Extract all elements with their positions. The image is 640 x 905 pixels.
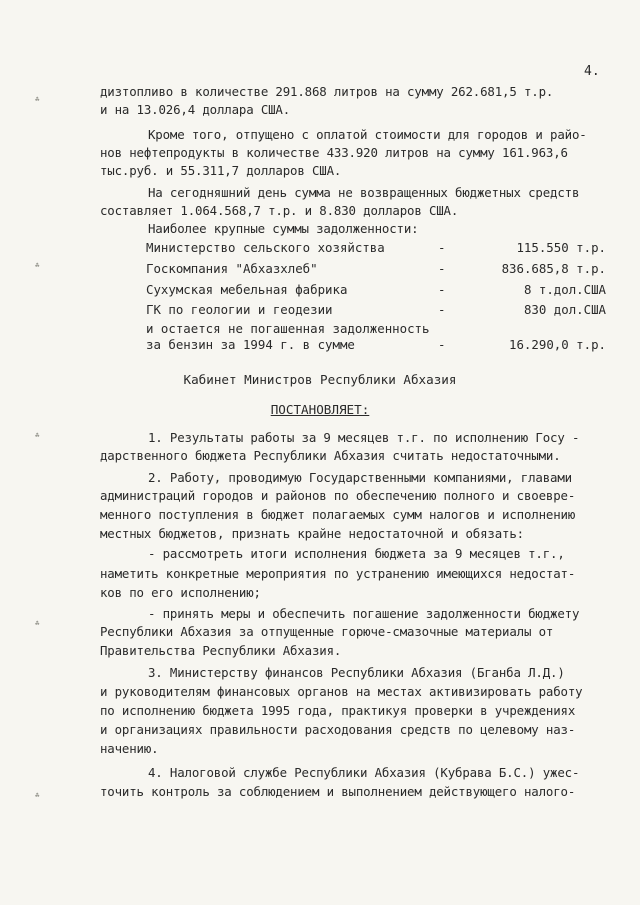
text-line: по исполнению бюджета 1995 года, практикуя проверки в учреждениях [100,703,576,718]
debt-value: 830 дол.США [523,302,606,317]
text-line: ков по его исполнению; [100,585,261,600]
margin-punch-mark: ؞ [34,432,41,445]
text-line: дизтопливо в количестве 291.868 литров на сумму 262.681,5 т.р. [100,84,554,99]
resolves-text: ПОСТАНОВЛЯЕТ: [270,402,370,417]
debt-row [146,240,606,256]
text-line: наметить конкретные мероприятия по устранению имеющихся недостат- [100,566,576,581]
text-line: составляет 1.064.568,7 т.р. и 8.830 долларов США. [100,203,459,218]
debtor-name: ГК по геологии и геодезии [146,302,333,317]
issuing-body: Кабинет Министров Республики Абхазия [183,372,457,387]
margin-punch-mark: ؞ [34,620,41,633]
debt-extra-text: и остается не погашенная задолженность [146,321,430,336]
text-line: 2. Работу, проводимую Государственными компаниями, главами [148,470,572,485]
text-line: менного поступления в бюджет полагаемых сумм налогов и исполнению [100,507,576,522]
debtor-name: Министерство сельского хозяйства [146,240,385,255]
debt-extra-text: за бензин за 1994 г. в сумме [146,337,355,352]
text-line: точить контроль за соблюдением и выполнением действующего налого- [100,784,576,799]
debt-value: 16.290,0 т.р. [509,337,606,352]
text-line: и организациях правильности расходования средств по целевому наз- [100,722,576,737]
text-line: дарственного бюджета Республики Абхазия считать недостаточными. [100,448,561,463]
text-line: На сегодняшний день сумма не возвращенных бюджетных средств [148,185,580,200]
debt-value: 836.685,8 т.р. [501,261,606,276]
dash: - [438,261,446,276]
text-line: и руководителям финансовых органов на местах активизировать работу [100,684,583,699]
text-line: тыс.руб. и 55.311,7 долларов США. [100,163,342,178]
dash: - [438,282,446,297]
text-line: Республики Абхазия за отпущенные горюче-смазочные материалы от [100,624,554,639]
text-line: - рассмотреть итоги исполнения бюджета за 9 месяцев т.г., [148,546,565,561]
debt-row [146,261,606,277]
dash: - [438,240,446,255]
debt-row [146,337,606,353]
dash: - [438,337,446,352]
text-line: местных бюджетов, признать крайне недостаточной и обязать: [100,526,524,541]
text-line: и на 13.026,4 доллара США. [100,102,291,117]
debt-value: 8 т.дол.США [523,282,606,297]
text-line: Кроме того, отпущено с оплатой стоимости для городов и райо- [148,127,587,142]
margin-punch-mark: ؞ [34,792,41,805]
resolves-heading [0,402,640,417]
dash: - [438,302,446,317]
debt-row [146,282,606,298]
text-line: нов нефтепродукты в количестве 433.920 литров на сумму 161.963,6 [100,145,568,160]
debt-extra-line [146,321,606,337]
text-line: Правительства Республики Абхазия. [100,643,342,658]
text-line: - принять меры и обеспечить погашение задолженности бюджету [148,606,580,621]
debtor-name: Госкомпания "Абхазхлеб" [146,261,318,276]
text-line: начению. [100,741,159,756]
margin-punch-mark: ؞ [34,96,41,109]
debts-heading: Наиболее крупные суммы задолженности: [148,221,419,236]
text-line: 3. Министерству финансов Республики Абхазия (Бганба Л.Д.) [148,665,565,680]
text-line: 1. Результаты работы за 9 месяцев т.г. по исполнению Госу - [148,430,580,445]
text-line: 4. Налоговой службе Республики Абхазия (Кубрава Б.С.) ужес- [148,765,580,780]
margin-punch-mark: ؞ [34,262,41,275]
debt-value: 115.550 т.р. [516,240,606,255]
debt-row [146,302,606,318]
debtor-name: Сухумская мебельная фабрика [146,282,348,297]
page-number: 4. [584,64,600,79]
text-line: администраций городов и районов по обеспечению полного и своевре- [100,488,576,503]
